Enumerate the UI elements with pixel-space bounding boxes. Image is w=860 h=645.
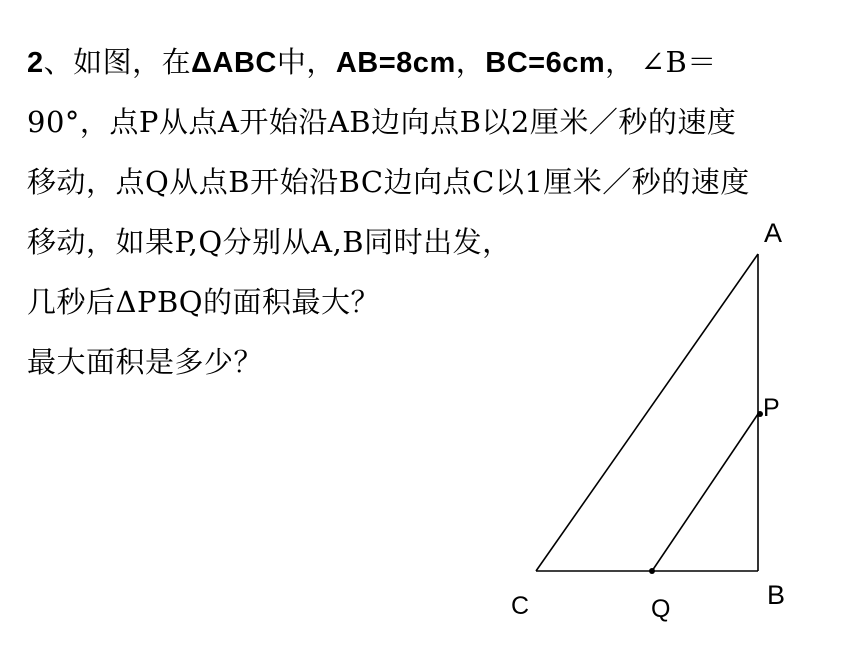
problem-line-2: 90°，点P从点A开始沿AB边向点B以2厘米／秒的速度 bbox=[27, 105, 737, 139]
problem-line-3: 移动，点Q从点B开始沿BC边向点C以1厘米／秒的速度 bbox=[27, 165, 750, 199]
label-a: A bbox=[764, 218, 783, 248]
problem-number: 2 bbox=[27, 47, 44, 79]
problem-question-2: 最大面积是多少？ bbox=[27, 345, 264, 379]
problem-line-1: 2、如图，在ΔABC中，AB=8cm，BC=6cm， ∠B＝ bbox=[27, 45, 717, 79]
label-c: C bbox=[511, 592, 530, 620]
side-bc-length: BC=6cm bbox=[485, 47, 606, 79]
angle-b: ∠B＝ bbox=[640, 45, 717, 79]
label-p: P bbox=[763, 394, 780, 422]
point-q bbox=[649, 568, 655, 574]
problem-line-4: 移动，如果P,Q分别从A,B同时出发， bbox=[27, 225, 512, 259]
label-q: Q bbox=[651, 595, 671, 623]
segment-pq bbox=[652, 414, 758, 571]
problem-question-1: 几秒后ΔPBQ的面积最大？ bbox=[27, 285, 381, 319]
side-ab-length: AB=8cm bbox=[335, 47, 456, 79]
side-ac bbox=[536, 254, 758, 571]
label-b: B bbox=[767, 580, 786, 610]
triangle-name: ΔABC bbox=[191, 47, 277, 79]
